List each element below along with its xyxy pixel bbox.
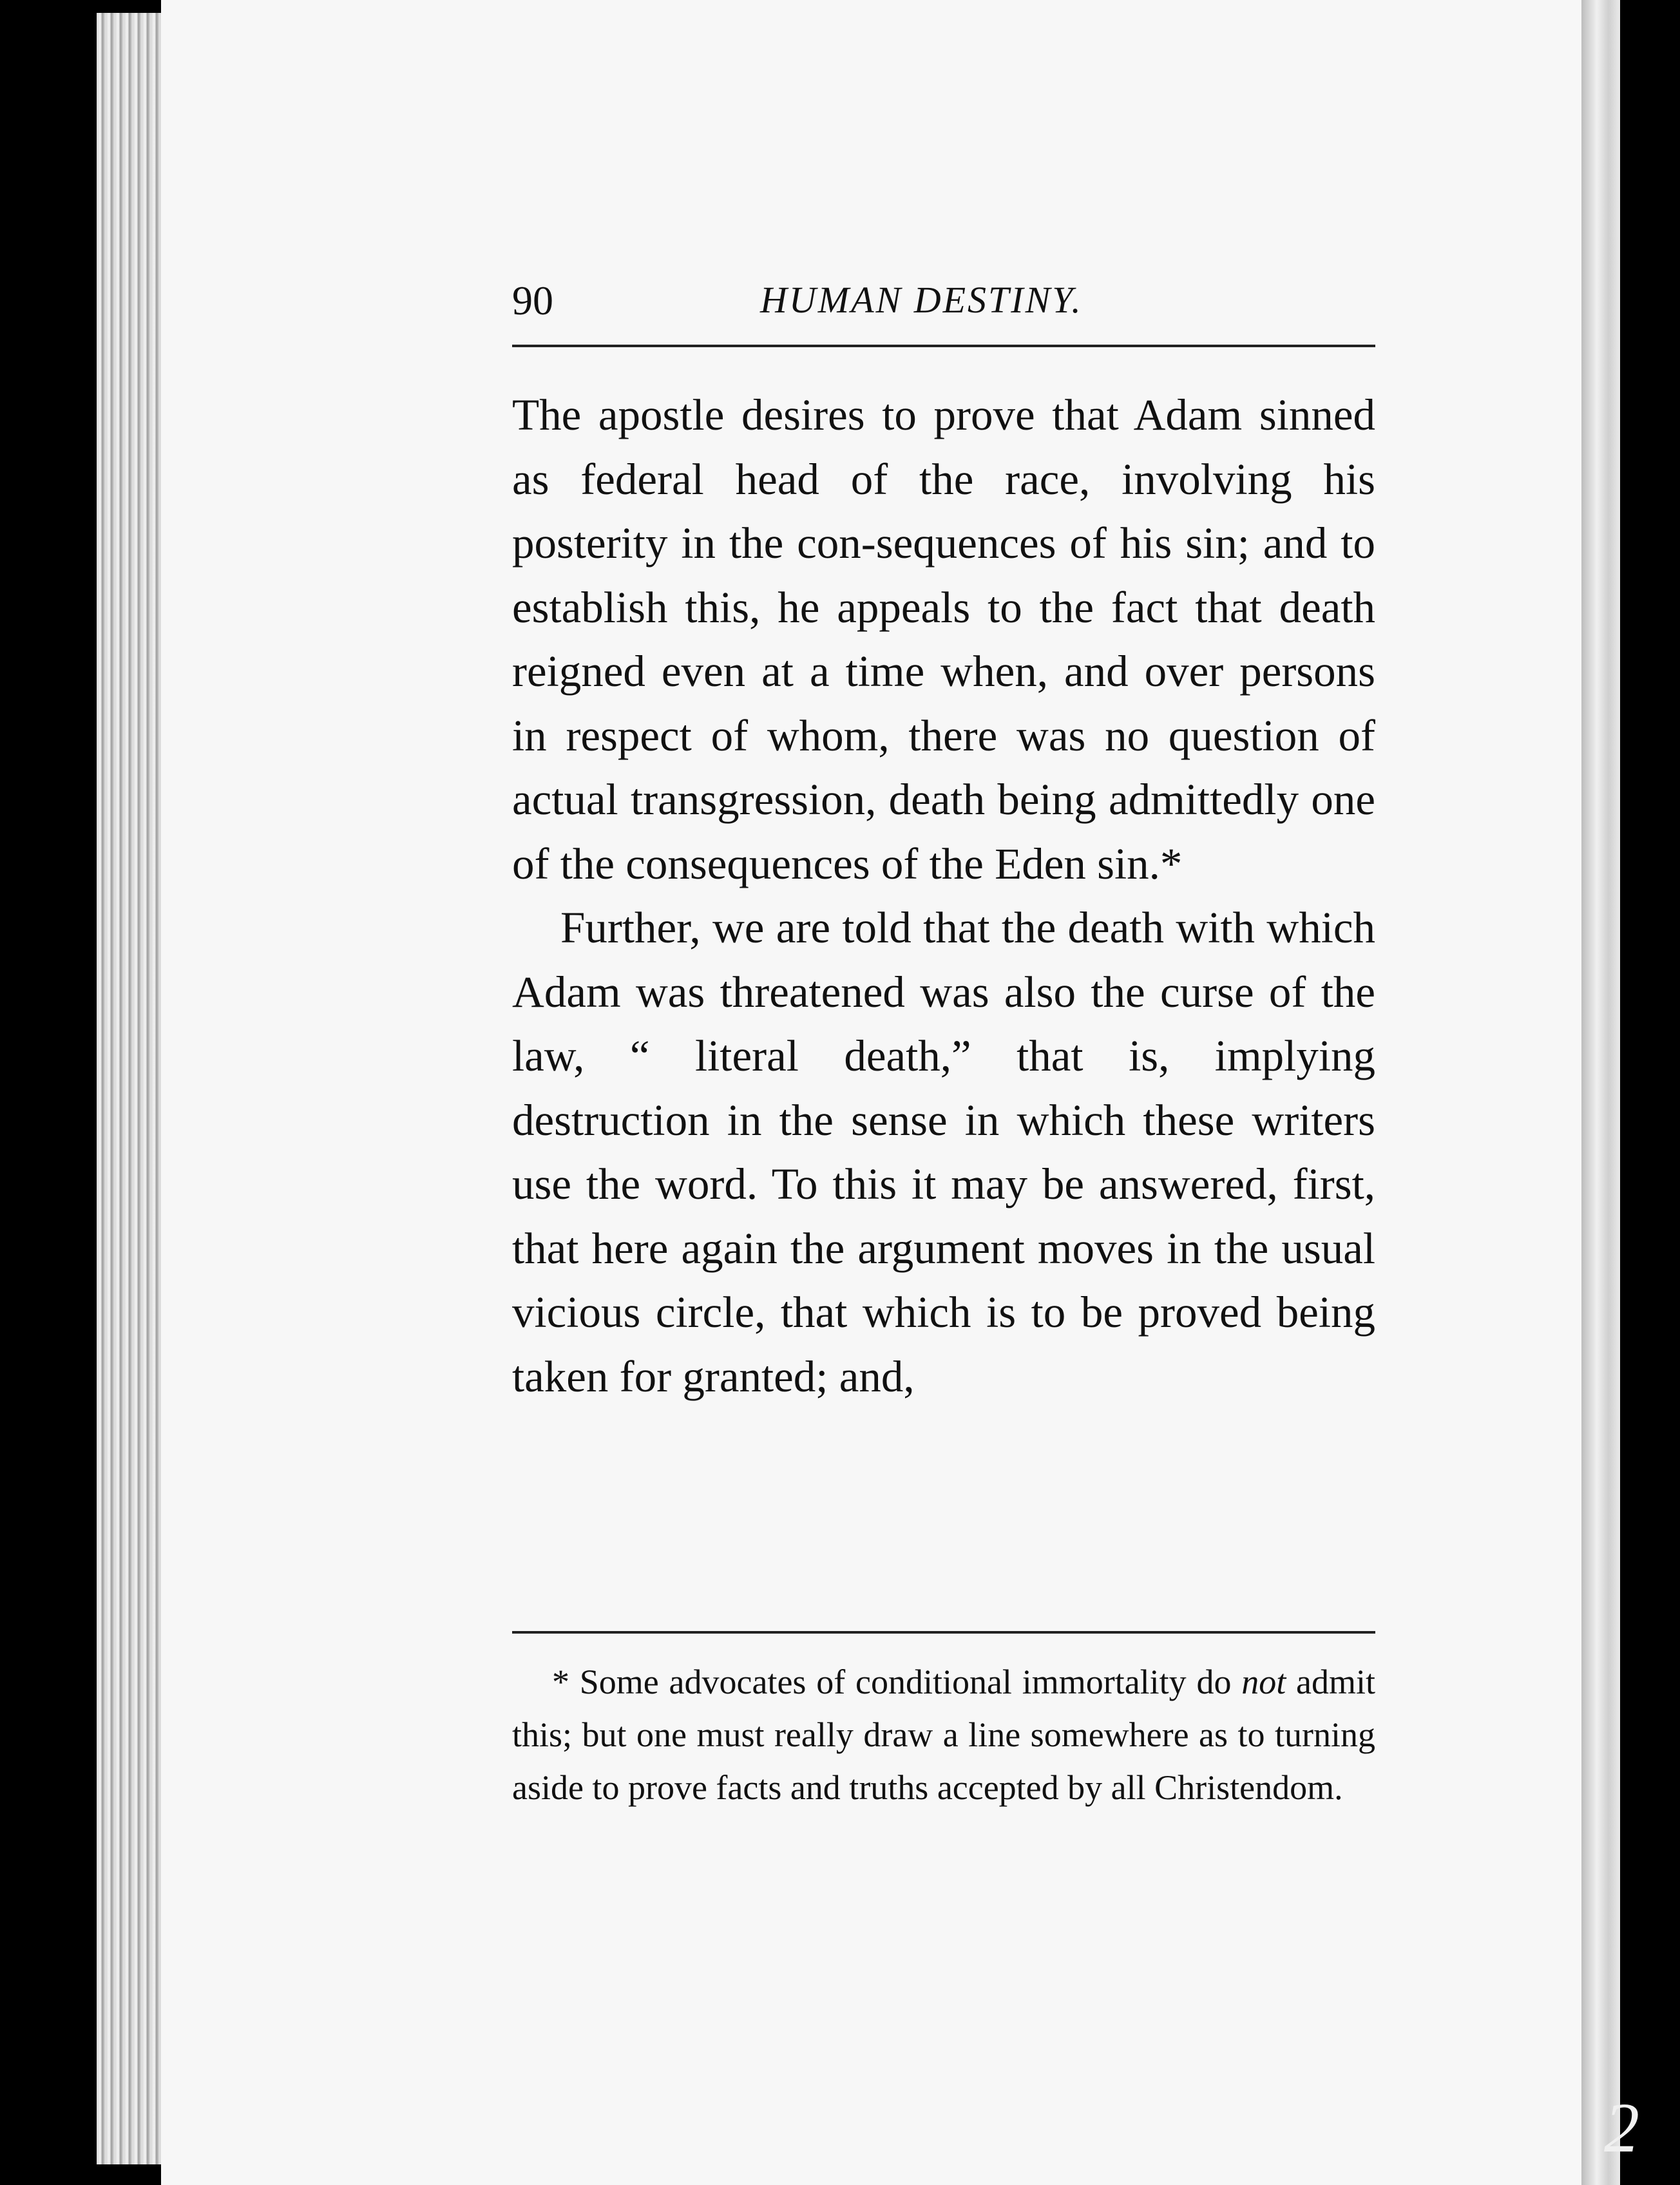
header-rule: [512, 345, 1375, 347]
page-edges-left: [97, 13, 167, 2164]
footnote-text-start: * Some advocates of conditional immortality do: [552, 1663, 1242, 1701]
page-number: 90: [512, 278, 553, 323]
page-header: [512, 277, 1375, 335]
page-edge-right: [1581, 0, 1620, 2185]
corner-mark: 2: [1604, 2088, 1639, 2167]
running-head: HUMAN DESTINY.: [760, 279, 1083, 321]
footnote-text: [512, 1655, 1375, 1814]
body-text: [512, 383, 1375, 1409]
footnote: [512, 1655, 1375, 1814]
paragraph-1: The apostle desires to prove that Adam sinned as federal head of the race, involving his posterity in the con-sequences of his sin; and to establish this, he appeals to the fact that death reigned even at a time when, and over persons in respect of whom, there was no question of actual transgression, death being admittedly one of the consequences of the Eden sin.*: [512, 390, 1375, 888]
footnote-emphasis: not: [1241, 1663, 1286, 1701]
footnote-rule: [512, 1631, 1375, 1634]
paragraph-2: Further, we are told that the death with which Adam was threatened was also the curse of the law, “ literal death,” that is, implying destruction in the sense in which these writers use the word. To this it may be answered, first, that here again the argument moves in the usual vicious circle, that which is to be proved being taken for granted; and,: [512, 903, 1375, 1401]
footnote-text-end: admit this; but one must really draw a line somewhere as to turning aside to prove facts and truths accepted by all Christendom.: [512, 1663, 1376, 1807]
